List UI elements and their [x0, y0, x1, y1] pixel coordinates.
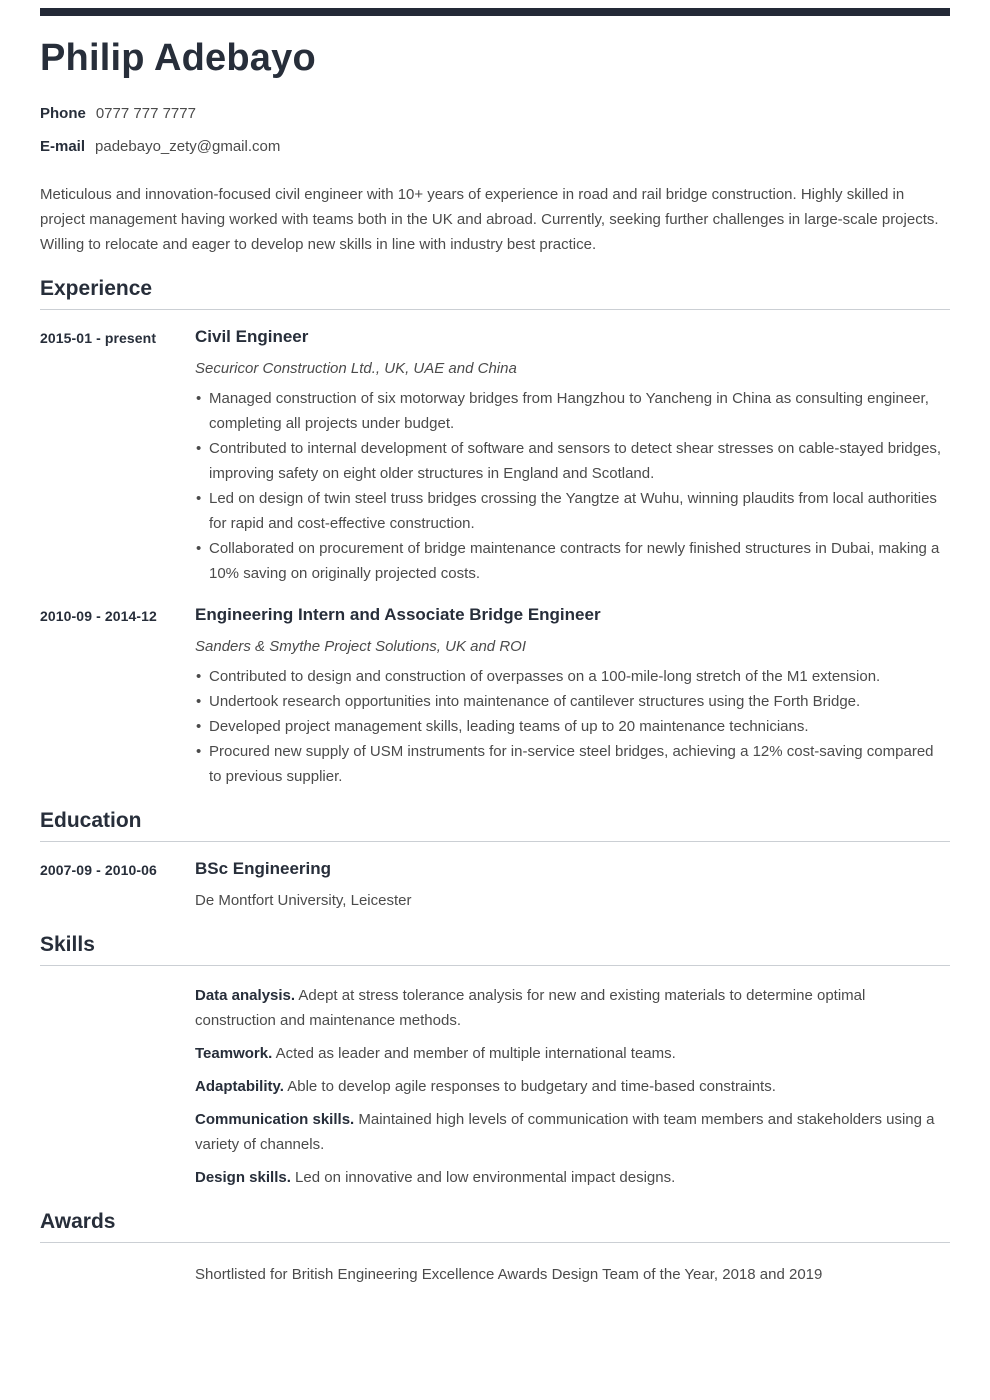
skill-text: Acted as leader and member of multiple international teams.: [272, 1045, 676, 1062]
job-details: [195, 605, 950, 789]
skill-label: Design skills.: [195, 1169, 291, 1186]
education-dates: 2007-09 - 2010-06: [40, 862, 157, 878]
job-details: [195, 327, 950, 586]
job-bullet: • Led on design of twin steel truss bridges crossing the Yangtze at Wuhu, winning plaudits from local authorities for rapid and cost-effective construction.: [195, 486, 950, 536]
experience-entry: [40, 327, 950, 586]
school-name: De Montfort University, Leicester: [195, 892, 412, 909]
email-value: padebayo_zety@gmail.com: [95, 138, 281, 155]
skill-item: [195, 1074, 950, 1099]
professional-summary: Meticulous and innovation-focused civil engineer with 10+ years of experience in road and rail bridge construction. Highly skilled in project management having worked with teams both in the UK and abroad. Currently, seeking further challenges in large-scale projects. Willing to relocate and eager to develop new skills in line with industry best practice.: [40, 186, 939, 253]
skill-text: Adept at stress tolerance analysis for new and existing materials to determine optimal construction and maintenance methods.: [195, 987, 866, 1029]
accent-top-bar: [40, 8, 950, 16]
job-bullet: • Developed project management skills, leading teams of up to 20 maintenance technicians.: [195, 714, 950, 739]
job-title: Engineering Intern and Associate Bridge Engineer: [195, 605, 601, 624]
skill-item: [195, 1165, 950, 1190]
section-title-awards: Awards: [40, 1210, 950, 1243]
job-title: Civil Engineer: [195, 327, 309, 346]
skill-label: Communication skills.: [195, 1111, 355, 1128]
person-name: Philip Adebayo: [40, 37, 316, 79]
skill-label: Data analysis.: [195, 987, 296, 1004]
skills-block: [40, 983, 950, 1190]
award-item: Shortlisted for British Engineering Excellence Awards Design Team of the Year, 2018 and 2019: [195, 1266, 823, 1283]
education-entry: [40, 859, 950, 913]
awards-date-spacer: [40, 1260, 195, 1287]
experience-entry: [40, 605, 950, 789]
job-bullet: • Managed construction of six motorway bridges from Hangzhou to Yancheng in China as consulting engineer, completing all projects under budget.: [195, 386, 950, 436]
job-dates: 2010-09 - 2014-12: [40, 608, 157, 624]
section-title-education: Education: [40, 809, 950, 842]
job-bullet-list: [195, 386, 950, 586]
job-dates: 2015-01 - present: [40, 330, 157, 346]
skill-text: Maintained high levels of communication with team members and stakeholders using a variety of channels.: [195, 1111, 935, 1153]
job-bullet: • Collaborated on procurement of bridge maintenance contracts for newly finished structures in Dubai, making a 10% saving on originally projected costs.: [195, 536, 950, 586]
job-bullet: • Undertook research opportunities into maintenance of cantilever structures using the Forth Bridge.: [195, 689, 950, 714]
skill-item: [195, 983, 950, 1033]
skill-item: [195, 1041, 950, 1066]
degree-title: BSc Engineering: [195, 859, 332, 878]
section-title-skills: Skills: [40, 933, 950, 966]
awards-block: [40, 1260, 950, 1287]
email-label: E-mail: [40, 138, 86, 155]
skill-text: Able to develop agile responses to budgetary and time-based constraints.: [283, 1078, 776, 1095]
job-company: Securicor Construction Ltd., UK, UAE and China: [195, 360, 517, 377]
phone-label: Phone: [40, 105, 86, 122]
job-bullet: • Contributed to design and construction of overpasses on a 100-mile-long stretch of the M1 extension.: [195, 664, 950, 689]
skills-date-spacer: [40, 983, 195, 1190]
job-bullet: • Procured new supply of USM instruments for in-service steel bridges, achieving a 12% cost-saving compared to previous supplier.: [195, 739, 950, 789]
skill-item: [195, 1107, 950, 1157]
skill-label: Teamwork.: [195, 1045, 273, 1062]
email-row: [40, 138, 950, 155]
skill-label: Adaptability.: [195, 1078, 284, 1095]
section-title-experience: Experience: [40, 277, 950, 310]
education-details: [195, 859, 950, 913]
phone-value: 0777 777 7777: [95, 105, 196, 122]
phone-row: [40, 105, 950, 122]
job-bullet: • Contributed to internal development of software and sensors to detect shear stresses on cable-stayed bridges, improving safety on eight older structures in England and Scotland.: [195, 436, 950, 486]
job-bullet-list: [195, 664, 950, 789]
job-company: Sanders & Smythe Project Solutions, UK and ROI: [195, 638, 526, 655]
skill-text: Led on innovative and low environmental impact designs.: [290, 1169, 676, 1186]
skills-list: [195, 983, 950, 1190]
